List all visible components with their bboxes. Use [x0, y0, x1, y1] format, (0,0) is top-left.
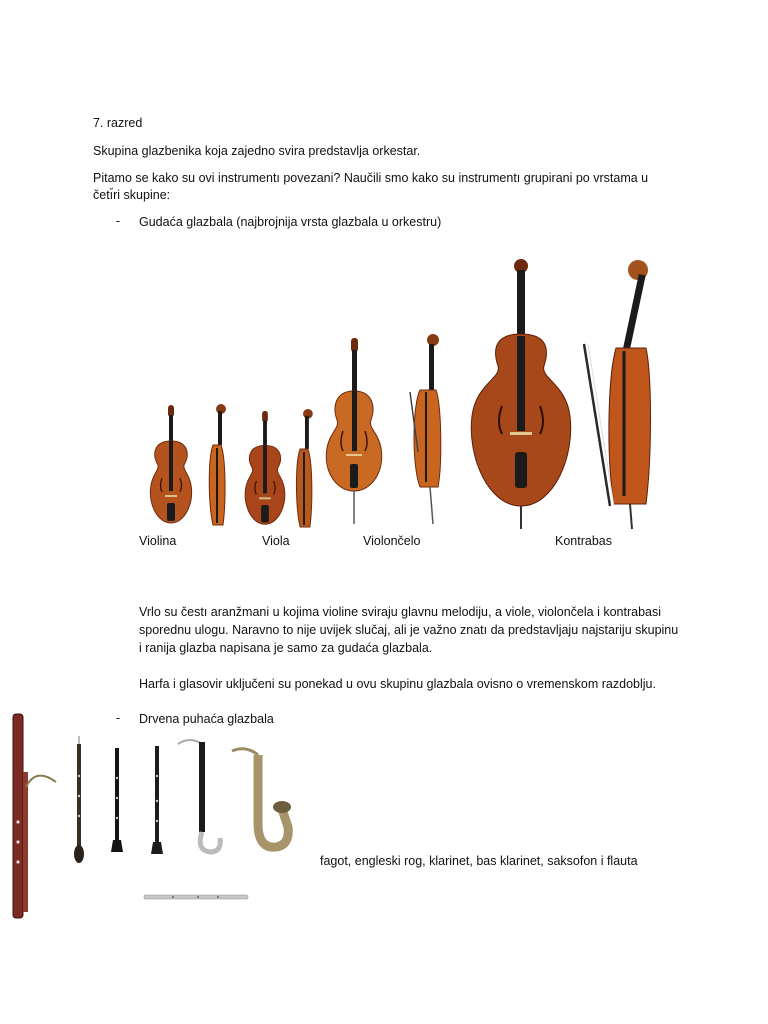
harp-paragraph: Harfa i glasovir uključeni su ponekad u ovu skupinu glazbala ovisno o vremenskom razdoblju.	[139, 677, 656, 691]
clarinet-icon	[110, 748, 124, 854]
english-horn-icon	[72, 736, 86, 864]
woodwind-caption: fagot, engleski rog, klarinet, bas klarinet, saksofon i flauta	[320, 854, 638, 868]
label-viola: Viola	[262, 534, 290, 548]
woodwind-heading: Drvena puhaća glazbala	[139, 712, 274, 726]
label-double-bass: Kontrabas	[555, 534, 612, 548]
label-cello: Violončelo	[363, 534, 421, 548]
cello-icon	[322, 336, 386, 526]
strings-paragraph: Vrlo su čestı aranžmani u kojima violine sviraju glavnu melodiju, a viole, violončela i kontrabasi sporednu ulogu. Naravno to nije uvijek slučaj, ali je važno znatı da predstavljaju najstariju skupinu i ranija glazba napisana je samo za gudaća glazbala.	[139, 605, 679, 655]
question-line-1: Pitamo se kako su ovi instrumentı povezani? Naučili smo kako su instrumentı grupirani po vrstama u	[93, 171, 649, 185]
label-violin: Violina	[139, 534, 177, 548]
question-line-2: četı̆ri skupine:	[93, 188, 171, 202]
oboe-icon	[150, 746, 164, 856]
bullet-marker: -	[115, 214, 121, 228]
bullet-marker-2: -	[115, 711, 121, 725]
saxophone-icon	[230, 745, 292, 855]
flute-icon	[143, 893, 249, 901]
intro-sentence: Skupina glazbenika koja zajedno svira predstavlja orkestar.	[93, 144, 421, 158]
viola-icon	[240, 408, 290, 530]
violin-side-icon	[205, 403, 229, 528]
bassoon-icon	[6, 712, 58, 920]
strings-heading: Gudaća glazbala (najbrojnija vrsta glazbala u orkestru)	[139, 215, 442, 229]
double-bass-side-icon	[580, 256, 660, 531]
bass-clarinet-icon	[176, 736, 224, 856]
cello-side-icon	[406, 332, 446, 526]
viola-side-icon	[292, 408, 316, 530]
double-bass-icon	[466, 256, 576, 531]
grade-heading: 7. razred	[93, 116, 143, 130]
violin-icon	[145, 403, 197, 528]
